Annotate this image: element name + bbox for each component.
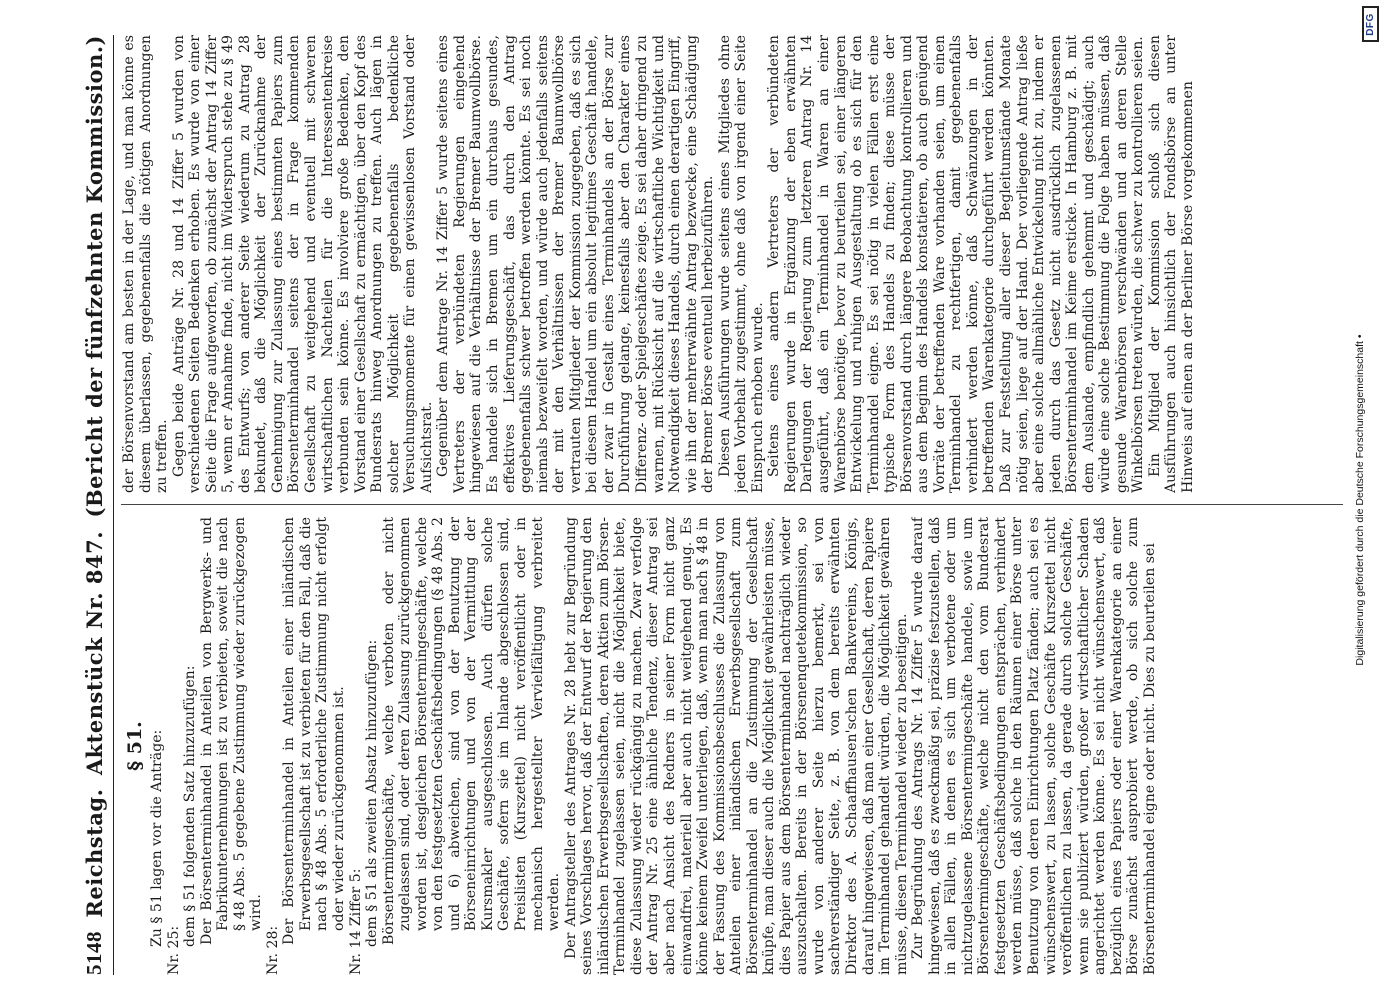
motion-text: dem § 51 folgenden Satz hinzuzufügen: [182, 665, 199, 947]
motion-quote: Börsentermingeschäfte, welche verboten oder nicht zugelassen sind, oder deren Zulassung zurückgenommen worden ist, desgleichen Börsentermingeschäfte, welche von den festgesetzten Geschäftsbedingungen (§ 48 Abs. 2 und 6) abweichen, sind von der Benutzung der Börseneinrichtungen und von der Vermittlung der Kursmakler ausgeschlossen. Auch dürfen solche Geschäfte, sofern sie im Inlande abgeschlossen sind, Preislisten (Kurszettel) nicht veröffentlicht oder in mechanisch hergestellter Vervielfältigung verbreitet werden. [380, 517, 563, 945]
dfg-logo-text: DFG [1365, 12, 1377, 36]
left-column [121, 517, 1343, 975]
body-paragraph: Diesen Ausführungen wurde seitens eines Mitgliedes ohne jeden Vorbehalt zugestimmt, ohne daß von irgend einer Seite Einspruch erhoben wurde. [716, 35, 766, 493]
page-header [75, 35, 107, 975]
page-number: 5148 [82, 931, 106, 975]
motion-quote: Der Börsenterminhandel in Anteilen einer inländischen Erwerbsgesellschaft ist zu verbieten für den Fall, daß die nach § 48 Abs. 5 erforderliche Zustimmung nicht erfolgt oder wieder zurückgenommen ist. [281, 517, 348, 945]
digitization-text: Digitalisierung gefördert durch die Deutsche Forschungsgemeinschaft • [1354, 334, 1366, 666]
motion-label: Nr. 28: [264, 925, 281, 975]
running-head-right: (Bericht der fünfzehnten Kommission.) [82, 35, 107, 518]
body-paragraph: Ein Mitglied der Kommission schloß sich diesen Ausführungen auch hinsichtlich der Fondsbörse an unter Hinweis auf einen an der Berliner Börse vorgekommenen [1146, 35, 1196, 493]
motion-quote: Der Börsenterminhandel in Anteilen von Bergwerks- und Fabrikunternehmungen ist zu verbieten, soweit die nach § 48 Abs. 5 gegebene Zustimmung wieder zurückgezogen wird. [198, 517, 265, 945]
motion-text: dem § 51 als zweiten Absatz hinzuzufügen: [364, 639, 381, 947]
motion-label: Nr. 25: [165, 925, 182, 975]
body-paragraph: Der Antragsteller des Antrages Nr. 28 hebt zur Begründung seines Vorschlages hervor, daß der Entwurf der Regierung den inländischen Erwerbsgesellschaften, deren Aktien zum Börsen-Terminhandel zugelassen seien, nicht die Möglichkeit biete, diese Zulassung wieder rückgängig zu machen. Zwar verfolge der Antrag Nr. 25 eine ähnliche Tendenz, dieser Antrag sei aber nach Ansicht des Redners in seiner Form nicht ganz einwandfrei, materiell aber auch nicht weitgehend genug. Es könne keinem Zweifel unterliegen, daß, wenn man nach § 48 in der Fassung des Kommissionsbeschlusses die Zulassung von Anteilen einer inländischen Erwerbsgesellschaft zum Börsenterminhandel an die Zustimmung der Gesellschaft knüpfe, man dieser auch die Möglichkeit gewährleisten müsse, dies Papier aus dem Börsenterminhandel nachträglich wieder auszuschalten. Bereits in der Börsenenquetekommission, so wurde von anderer Seite hierzu bemerkt, sei von sachverständiger Seite, z. B. von dem bereits erwähnten Direktor des A. Schaaffhausen'schen Bankvereins, Königs, darauf hingewiesen, daß man einer Gesellschaft, deren Papiere im Terminhandel gehandelt würden, die Möglichkeit gewähren müsse, diesen Terminhandel wieder zu beseitigen. [562, 517, 910, 975]
body-paragraph: Seitens eines andern Vertreters der verbündeten Regierungen wurde in Ergänzung der eben erwähnten Darlegungen der Regierung zum letzteren Antrag Nr. 14 ausgeführt, daß ein Terminhandel in Waren an einer Warenbörse benötige, bevor zu beurteilen sei, einer längeren Entwickelung und ruhigen Ausgestaltung ob es sich für den Terminhandel eigne. Es sei nötig in vielen Fällen erst eine typische Form des Handels zu finden; diese müsse der Börsenvorstand durch längere Beobachtung kontrollieren und aus dem Beginn des Handels konstatieren, ob auch genügend Vorräte der betreffenden Ware vorhanden seien, um einen Terminhandel zu rechtfertigen, damit gegebenenfalls verhindert werden könne, daß Schwänzungen in der betreffenden Warenkategorie durchgeführt werden könnten. Daß zur Feststellung aller dieser Begleitumstände Monate nötig seien, liege auf der Hand. Der vorliegende Antrag ließe aber eine solche allmähliche Entwickelung nicht zu, indem er jeden durch das Gesetz nicht ausdrücklich zugelassenen Börsenterminhandel im Keime ersticke. In Hamburg z. B. mit dem Auslande, empfindlich gehemmt und geschädigt; auch würde eine solche Bestimmung die Folge haben müssen, daß gesunde Warenbörsen verschwänden und an deren Stelle Winkelbörsen treten würden, die schwer zu kontrollieren seien. [766, 35, 1147, 493]
motion-label: Nr. 14 Ziffer 5: [347, 868, 364, 975]
body-paragraph: Zur Begründung des Antrags Nr. 14 Ziffer 5 wurde darauf hingewiesen, daß es zweckmäßig sei, präzise festzustellen, daß in allen Fällen, in denen es sich um verbotene oder um nichtzugelassene Börsentermingeschäfte handele, sowie um Börsentermingeschäfte, welche nicht den vom Bundesrat festgesetzten Geschäftsbedingungen entsprächen, verhindert werden müsse, daß solche in den Räumen einer Börse unter Benutzung von deren Einrichtungen Platz fänden; auch sei es wünschenswert, zu lassen, solche Geschäfte Kurszettel nicht veröffentlichen zu lassen, da gerade durch solche Geschäfte, wenn sie publiziert würden, großer wirtschaftlicher Schaden angerichtet werden könne. Es sei nicht wünschenswert, daß bezüglich eines Papiers oder einer Warenkategorie an einer Börse zunächst ausprobiert werde, ob sich solche zum Börsenterminhandel eigne oder nicht. Dies zu beurteilen sei [910, 517, 1158, 975]
document-page [75, 35, 1345, 975]
right-column [121, 35, 1343, 493]
body-paragraph: Gegen beide Anträge Nr. 28 und 14 Ziffer 5 wurden von verschiedenen Seiten Bedenken erhoben. Es wurde von einer Seite die Frage aufgeworfen, ob zunächst der Antrag 14 Ziffer 5, wenn er Annahme finde, nicht im Widerspruch stehe zu § 49 des Entwurfs; von anderer Seite wiederum zu Antrag 28 bekundet, daß die Möglichkeit der Zurücknahme der Genehmigung zur Zulassung eines bestimmten Papiers zum Börsenterminhandel seitens der in Frage kommenden Gesellschaft zu weitgehend und eventuell mit schweren wirtschaftlichen Nachteilen für die Interessentenkreise verbunden sein könne. Es involviere große Bedenken, den Vorstand einer Gesellschaft zu ermächtigen, über den Kopf des Bundesrats hinweg Anordnungen zu treffen. Auch lägen in solcher Möglichkeit gegebenenfalls bedenkliche Versuchungsmomente für einen gewissenlosen Vorstand oder Aufsichtsrat. [170, 35, 435, 493]
body-paragraph: Gegenüber dem Antrage Nr. 14 Ziffer 5 wurde seitens eines Vertreters der verbündeten Regierungen eingehend hingewiesen auf die Verhältnisse der Bremer Baumwollbörse. Es handele sich in Bremen um ein durchaus gesundes, effektives Lieferungsgeschäft, das durch den Antrag gegebenenfalls schwer betroffen werden könnte. Es sei noch niemals bezweifelt worden, und würde auch jedenfalls seitens der mit den Verhältnissen der Bremer Baumwollbörse vertrauten Mitglieder der Kommission zugegeben, daß es sich bei diesem Handel um ein absolut legitimes Geschäft handele, der zwar in Gestalt eines Terminhandels an der Börse zur Durchführung gelange, keinesfalls aber den Charakter eines Differenz- oder Spielgeschäftes zeige. Es sei daher dringend zu warnen, mit Rücksicht auf die wirtschaftliche Wichtigkeit und Notwendigkeit dieses Handels, durch einen derartigen Eingriff, wie ihn der mehrerwähnte Antrag bezwecke, eine Schädigung der Bremer Börse eventuell herbeizuführen. [435, 35, 717, 493]
digitization-notice [1354, 5, 1366, 995]
body-paragraph: der Börsenvorstand am besten in der Lage, und man könne es diesem überlassen, gegebenenfalls die nötigen Anordnungen zu treffen. [121, 35, 171, 493]
dfg-logo [1362, 6, 1379, 42]
header-rule [113, 35, 114, 975]
section-heading: § 51. [124, 721, 146, 771]
running-head-center: Aktenstück Nr. 847. [82, 530, 107, 776]
intro-line: Zu § 51 lagen vor die Anträge: [149, 729, 165, 947]
running-head-left: Reichstag. [82, 788, 107, 918]
column-divider [121, 504, 1343, 505]
